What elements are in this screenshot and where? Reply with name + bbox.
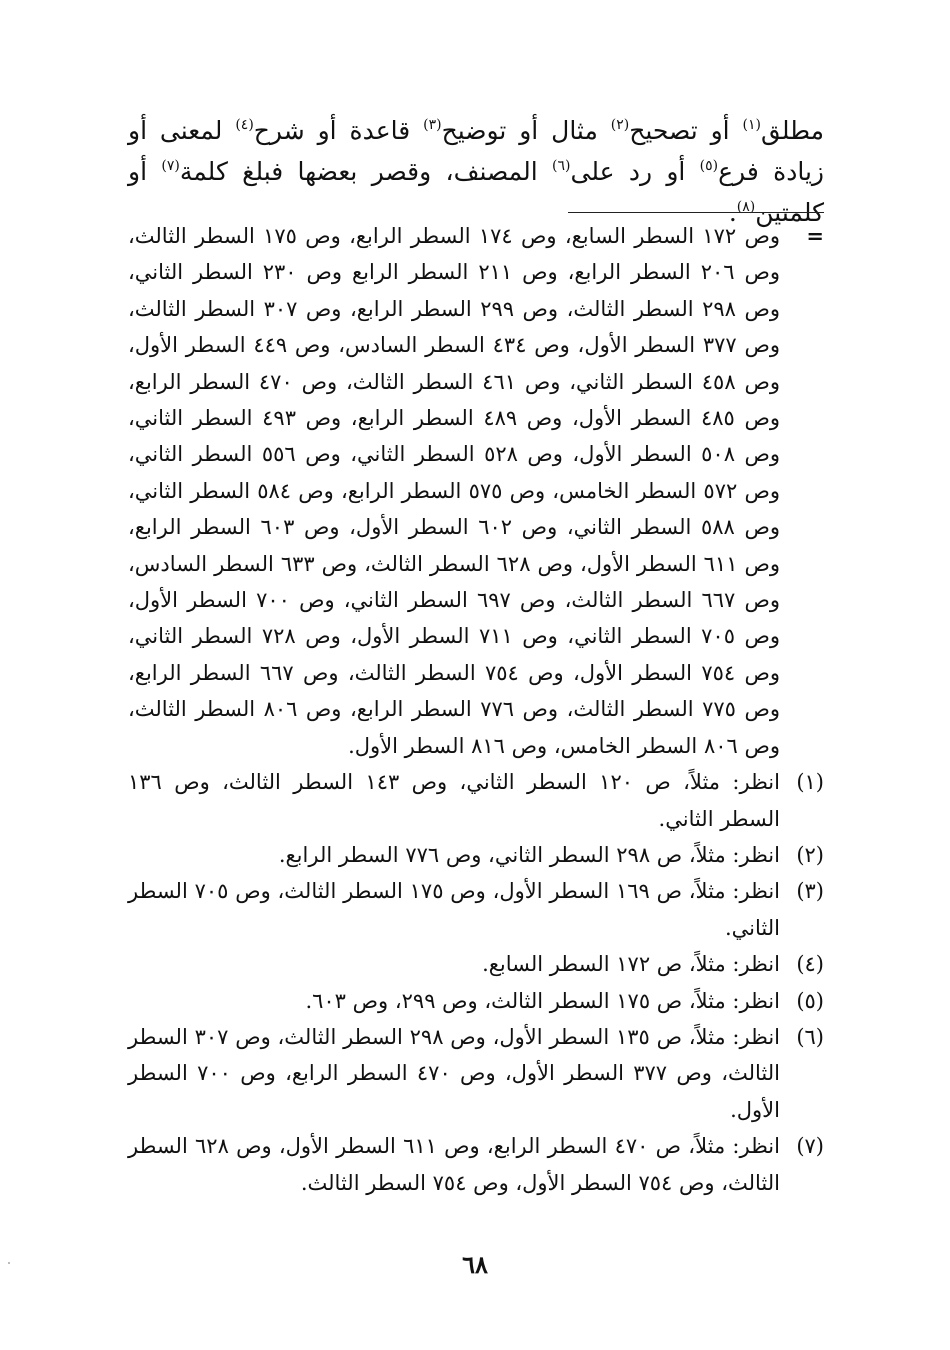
footnote-text: انظر: مثلاً، ص ١٦٩ السطر الأول، وص ١٧٥ السطر الثالث، وص ٧٠٥ السطر الثاني. [128,879,781,940]
main-text-segment: أو تصحيح [629,116,743,145]
footnote-ref: (٤) [235,117,254,133]
page-number: ٦٨ [462,1250,488,1279]
footnote-ref: (٧) [161,158,180,174]
footnote-text: انظر: مثلاً، ص ٢٩٨ السطر الثاني، وص ٧٧٦ السطر الرابع. [278,842,780,867]
footnote-ref: (٢) [610,117,630,133]
footnote-number: (٥) [796,988,824,1013]
footnote-4 [128,946,824,982]
footnote-2 [128,837,824,873]
footnote-ref: (٨) [736,199,756,215]
footnote-ref: (١) [742,117,761,133]
footnote-ref: (٦) [552,158,571,174]
footnote-continuation [128,218,824,764]
main-text-segment: مطلق [760,116,824,145]
footnote-divider [568,212,824,213]
footnote-text: انظر: مثلاً، ص ١٧٢ السطر السابع. [482,952,780,977]
main-text-segment: المصنف، وقصر بعضها فبلغ كلمة [179,157,553,186]
scan-artifact [8,1262,10,1264]
footnote-number: (٢) [796,842,824,867]
footnote-number: (١) [796,770,824,795]
footnote-text: انظر: مثلاً، ص ١٧٥ السطر الثالث، وص ٢٩٩، وص ٦٠٣. [305,988,780,1013]
footnote-text: انظر: مثلاً، ص ١٣٥ السطر الأول، وص ٢٩٨ السطر الثالث، وص ٣٠٧ السطر الثالث، وص ٣٧٧ السطر الأول، وص ٤٧٠ السطر الرابع، وص ٧٠٠ السطر الأول. [128,1024,781,1122]
footnote-number: (٦) [796,1024,824,1049]
footnote-ref: (٣) [423,117,442,133]
footnote-number: (٤) [796,952,824,977]
footnote-text: وص ١٧٢ السطر السابع، وص ١٧٤ السطر الرابع، وص ١٧٥ السطر الثالث، وص ٢٠٦ السطر الرابع، وص ٢١١ السطر الرابع وص ٢٣٠ السطر الثاني، وص ٢٩٨ السطر الثالث، وص ٢٩٩ السطر الرابع، وص ٣٠٧ السطر الثالث، وص ٣٧٧ السطر الأول، وص ٤٣٤ السطر السادس، وص ٤٤٩ السطر الأول، وص ٤٥٨ السطر الثاني، وص ٤٦١ السطر الثالث، وص ٤٧٠ السطر الرابع، وص ٤٨٥ السطر الأول، وص ٤٨٩ السطر الرابع، وص ٤٩٣ السطر الثاني، وص ٥٠٨ السطر الأول، وص ٥٢٨ السطر الثاني، وص ٥٥٦ السطر الثاني، وص ٥٧٢ السطر الخامس، وص ٥٧٥ السطر الرابع، وص ٥٨٤ السطر الثاني، وص ٥٨٨ السطر الثاني، وص ٦٠٢ السطر الأول، وص ٦٠٣ السطر الرابع، وص ٦١١ السطر الأول، وص ٦٢٨ السطر الثالث، وص ٦٣٣ السطر السادس، وص ٦٦٧ السطر الثالث، وص ٦٩٧ السطر الثاني، وص ٧٠٠ السطر الأول، وص ٧٠٥ السطر الثاني، وص ٧١١ السطر الأول، وص ٧٢٨ السطر الثاني، وص ٧٥٤ السطر الأول، وص ٧٥٤ السطر الثالث، وص ٦٦٧ السطر الرابع، وص ٧٧٥ السطر الثالث، وص ٧٧٦ السطر الرابع، وص ٨٠٦ السطر الثالث، وص ٨٠٦ السطر الخامس، وص ٨١٦ السطر الأول. [128,224,781,758]
footnotes-section [128,218,824,1201]
main-text-segment: لمعنى أو زيادة فرع [128,116,824,186]
footnote-3 [128,873,824,946]
footnote-number: (٧) [796,1134,824,1159]
footnote-1 [128,764,824,837]
footnote-text: انظر: مثلاً، ص ١٢٠ السطر الثاني، وص ١٤٣ السطر الثالث، وص ١٣٦ السطر الثاني. [128,770,780,831]
footnote-ref: (٥) [699,158,719,174]
main-text-segment: أو كلمتين [128,157,824,227]
main-paragraph [128,110,824,233]
main-text-segment: مثال أو توضيح [441,116,611,145]
main-text-segment: أو رد على [570,157,700,186]
footnote-5 [128,983,824,1019]
footnote-7 [128,1128,824,1201]
footnote-number: (٣) [796,879,824,904]
footnote-6 [128,1019,824,1128]
main-text-segment: . [728,198,737,227]
main-text-segment: قاعدة أو شرح [253,116,424,145]
continuation-marker: = [806,223,824,248]
footnote-text: انظر: مثلاً، ص ٤٧٠ السطر الرابع، وص ٦١١ السطر الأول، وص ٦٢٨ السطر الثالث، وص ٧٥٤ السطر الأول، وص ٧٥٤ السطر الثالث. [128,1134,780,1195]
